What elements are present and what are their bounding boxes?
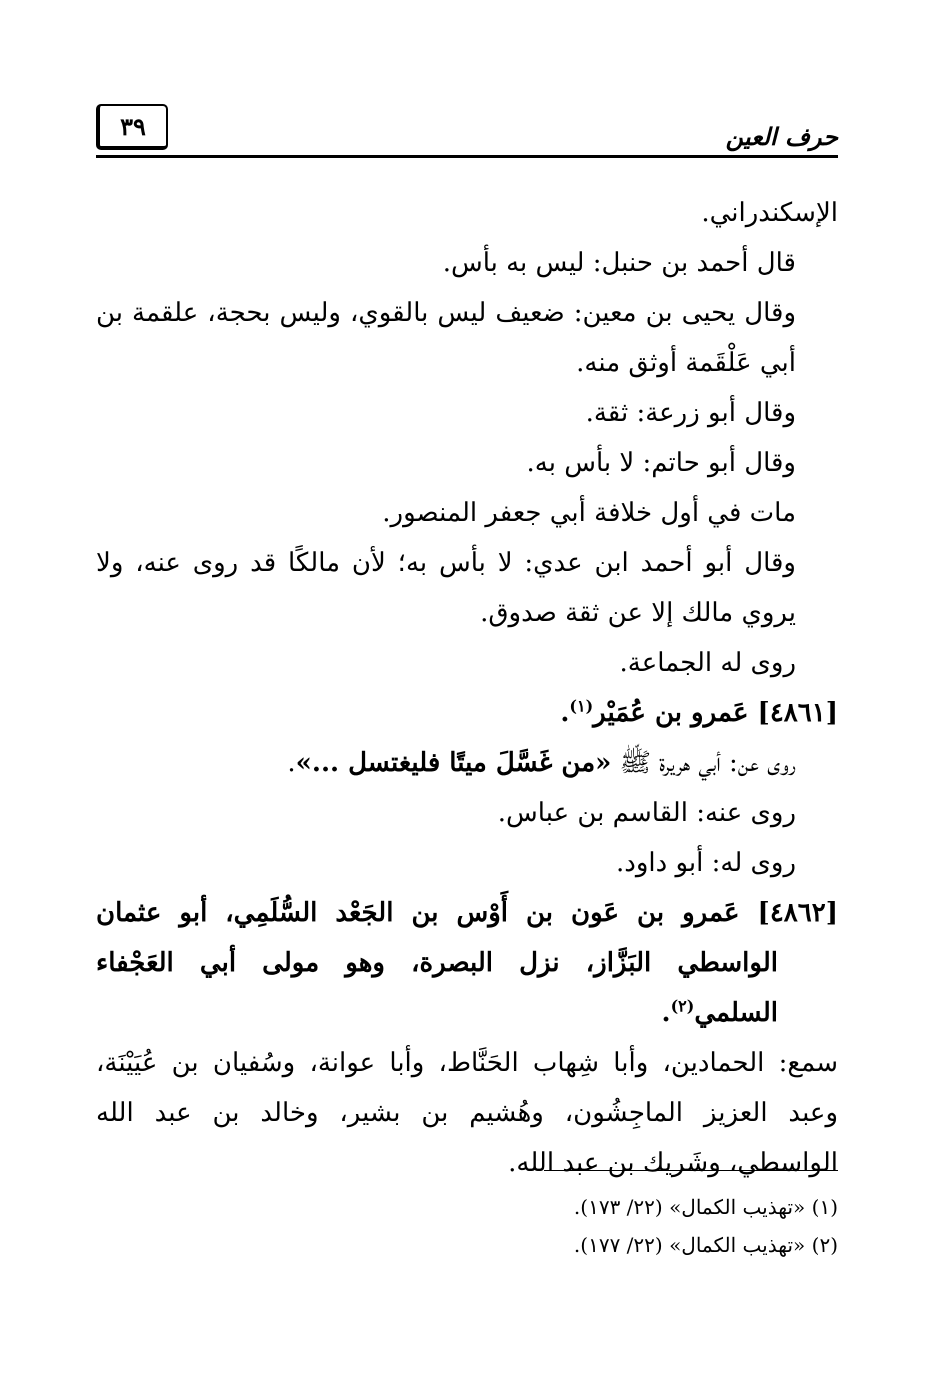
text-line: الإسكندراني. (701, 198, 838, 228)
page-number: ٣٩ (96, 104, 168, 150)
header-rule (96, 155, 838, 158)
text-line: روى عن: أبي هريرة ﷺ «من غَسَّلَ ميتًا فليغتسل ...». (287, 748, 796, 778)
text-line: مات في أول خلافة أبي جعفر المنصور. (382, 498, 796, 528)
entry-heading-4861: [٤٨٦١] عَمرو بن عُمَيْر$^{(١)}$. (560, 696, 838, 728)
entry-heading-4862: [٤٨٦٢] عَمرو بن عَون بن أَوْس بن الجَعْد السُّلَمِي، أبو عثمان الواسطي البَزَّاز، نزل البصرة، وهو مولى أبي العَجْفاء السلمي$^{(٢)}$. (96, 898, 838, 1028)
footnotes (96, 1188, 838, 1264)
text-line: روى له الجماعة. (619, 648, 796, 678)
text-line: روى عنه: القاسم بن عباس. (497, 798, 796, 828)
text-line: قال أحمد بن حنبل: ليس به بأس. (442, 248, 796, 278)
text-line: وقال أبو أحمد ابن عدي: لا بأس به؛ لأن مالكًا قد روى عنه، ولا يروي مالك إلا عن ثقة صدوق. (96, 548, 796, 628)
text-line: روى له: أبو داود. (616, 848, 796, 878)
footnote-mark: (٢) (670, 996, 695, 1016)
page-header (96, 104, 838, 160)
text-line: وقال أبو حاتم: لا بأس به. (526, 448, 796, 478)
footnote-mark: (١) (569, 696, 594, 716)
entry-title: [٤٨٦١] عَمرو بن عُمَيْر (593, 698, 838, 728)
entry-title: [٤٨٦٢] عَمرو بن عَون بن أَوْس بن الجَعْد السُّلَمِي، أبو عثمان الواسطي البَزَّاز، نزل البصرة، وهو مولى أبي العَجْفاء السلمي (96, 898, 838, 1028)
footnote: (١) «تهذيب الكمال» (٢٢/ ١٧٣). (573, 1195, 838, 1219)
footnote-rule (544, 1170, 838, 1171)
text-line: وقال أبو زرعة: ثقة. (585, 398, 796, 428)
text-line: وقال يحيى بن معين: ضعيف ليس بالقوي، وليس بحجة، علقمة بن أبي عَلْقَمة أوثق منه. (96, 298, 797, 378)
hadith-quote: «من غَسَّلَ ميتًا فليغتسل ...» (295, 748, 612, 778)
main-text (96, 188, 838, 1188)
footnote: (٢) «تهذيب الكمال» (٢٢/ ١٧٧). (573, 1233, 838, 1257)
text-line: سمع: الحمادين، وأبا شِهاب الحَنَّاط، وأبا عوانة، وسُفيان بن عُيَيْنَة، وعبد العزيز الماجِشُون، وهُشيم بن بشير، وخالد بن عبد الله الواسطي، وشَريك بن عبد الله. (96, 1048, 838, 1178)
running-title: حرف العين (725, 122, 838, 151)
